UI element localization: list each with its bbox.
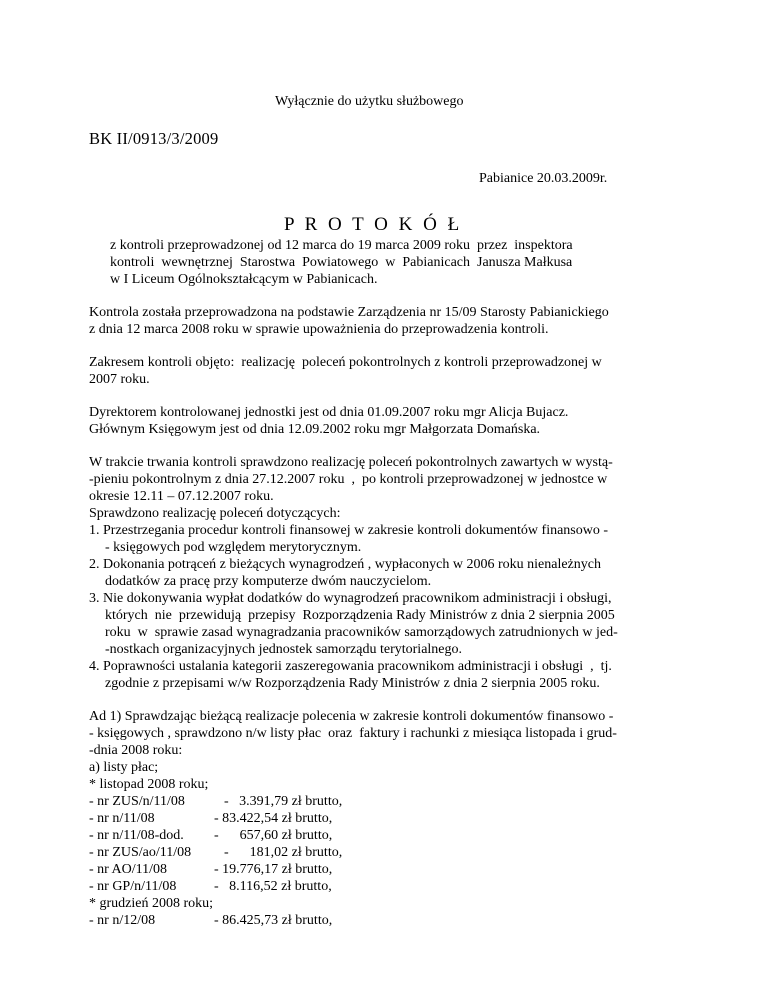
payroll-amount: - 86.425,73 zł brutto, xyxy=(214,913,333,928)
payroll-amount: - 657,60 zł brutto, xyxy=(214,828,333,843)
ad1-line: - księgowych , sprawdzono n/w listy płac oraz faktury i rachunki z miesiąca listopada i grud- xyxy=(89,726,617,741)
payroll-nr: - nr n/11/08 xyxy=(89,811,155,826)
payroll-nr: - nr n/12/08 xyxy=(89,913,156,928)
payroll-amount: - 19.776,17 zł brutto, xyxy=(214,862,333,877)
december-header: * grudzień 2008 roku; xyxy=(89,896,214,911)
confidentiality-header: Wyłącznie do użytku służbowego xyxy=(275,94,464,109)
payroll-amount: - 83.422,54 zł brutto, xyxy=(214,811,333,826)
subtitle-line: z kontroli przeprowadzonej od 12 marca do 19 marca 2009 roku przez inspektora xyxy=(110,238,573,253)
list-item-1: 1. Przestrzegania procedur kontroli finansowej w zakresie kontroli dokumentów finansowo - xyxy=(89,523,609,538)
payroll-amount: - 181,02 zł brutto, xyxy=(224,845,343,860)
paragraph-line: Dyrektorem kontrolowanej jednostki jest od dnia 01.09.2007 roku mgr Alicja Bujacz. xyxy=(89,405,569,420)
ad1-line: Ad 1) Sprawdzając bieżącą realizacje polecenia w zakresie kontroli dokumentów finansowo - xyxy=(89,709,614,724)
paragraph-line: 2007 roku. xyxy=(89,372,150,387)
list-item-3: 3. Nie dokonywania wypłat dodatków do wynagrodzeń pracownikom administracji i obsługi, xyxy=(89,591,612,606)
document-title: P R O T O K Ó Ł xyxy=(284,214,463,235)
paragraph-line: W trakcie trwania kontroli sprawdzono realizację poleceń pokontrolnych zawartych w wystą- xyxy=(89,455,613,470)
list-item-3-cont: których nie przewidują przepisy Rozporządzenia Rady Ministrów z dnia 2 sierpnia 2005 xyxy=(105,608,615,623)
list-item-3-cont: -nostkach organizacyjnych jednostek samorządu terytorialnego. xyxy=(105,642,463,657)
place-date: Pabianice 20.03.2009r. xyxy=(479,171,608,186)
subtitle-line: kontroli wewnętrznej Starostwa Powiatowego w Pabianicach Janusza Małkusa xyxy=(110,255,573,270)
paragraph-line: z dnia 12 marca 2008 roku w sprawie upoważnienia do przeprowadzenia kontroli. xyxy=(89,322,549,337)
payroll-nr: - nr ZUS/ao/11/08 xyxy=(89,845,192,860)
payroll-nr: - nr ZUS/n/11/08 xyxy=(89,794,185,809)
list-item-3-cont: roku w sprawie zasad wynagradzania pracowników samorządowych zatrudnionych w jed- xyxy=(105,625,618,640)
payroll-nr: - nr n/11/08-dod. xyxy=(89,828,184,843)
paragraph-line: okresie 12.11 – 07.12.2007 roku. xyxy=(89,489,274,504)
ad1-line: -dnia 2008 roku: xyxy=(89,743,183,758)
list-item-1-cont: - księgowych pod względem merytorycznym. xyxy=(105,540,362,555)
list-item-4-cont: zgodnie z przepisami w/w Rozporządzenia Rady Ministrów z dnia 2 sierpnia 2005 roku. xyxy=(105,676,600,691)
paragraph-line: Sprawdzono realizację poleceń dotyczących: xyxy=(89,506,341,521)
document-number: BK II/0913/3/2009 xyxy=(89,129,219,148)
list-item-2: 2. Dokonania potrąceń z bieżących wynagrodzeń , wypłaconych w 2006 roku nienależnych xyxy=(89,557,601,572)
ad1-line: * listopad 2008 roku; xyxy=(89,777,209,792)
paragraph-line: Głównym Księgowym jest od dnia 12.09.2002 roku mgr Małgorzata Domańska. xyxy=(89,422,541,437)
payroll-nr: - nr GP/n/11/08 xyxy=(89,879,177,894)
subtitle-line: w I Liceum Ogólnokształcącym w Pabianicach. xyxy=(110,272,378,287)
paragraph-line: Kontrola została przeprowadzona na podstawie Zarządzenia nr 15/09 Starosty Pabianickiego xyxy=(89,305,609,320)
paragraph-line: -pieniu pokontrolnym z dnia 27.12.2007 roku , po kontroli przeprowadzonej w jednostce w xyxy=(89,472,608,487)
paragraph-line: Zakresem kontroli objęto: realizację poleceń pokontrolnych z kontroli przeprowadzonej w xyxy=(89,355,602,370)
list-item-4: 4. Poprawności ustalania kategorii zaszeregowania pracownikom administracji i obsługi , tj. xyxy=(89,659,612,674)
payroll-amount: - 3.391,79 zł brutto, xyxy=(224,794,343,809)
ad1-line: a) listy płac; xyxy=(89,760,159,775)
payroll-nr: - nr AO/11/08 xyxy=(89,862,168,877)
list-item-2-cont: dodatków za pracę przy komputerze dwóm nauczycielom. xyxy=(105,574,432,589)
payroll-amount: - 8.116,52 zł brutto, xyxy=(214,879,332,894)
